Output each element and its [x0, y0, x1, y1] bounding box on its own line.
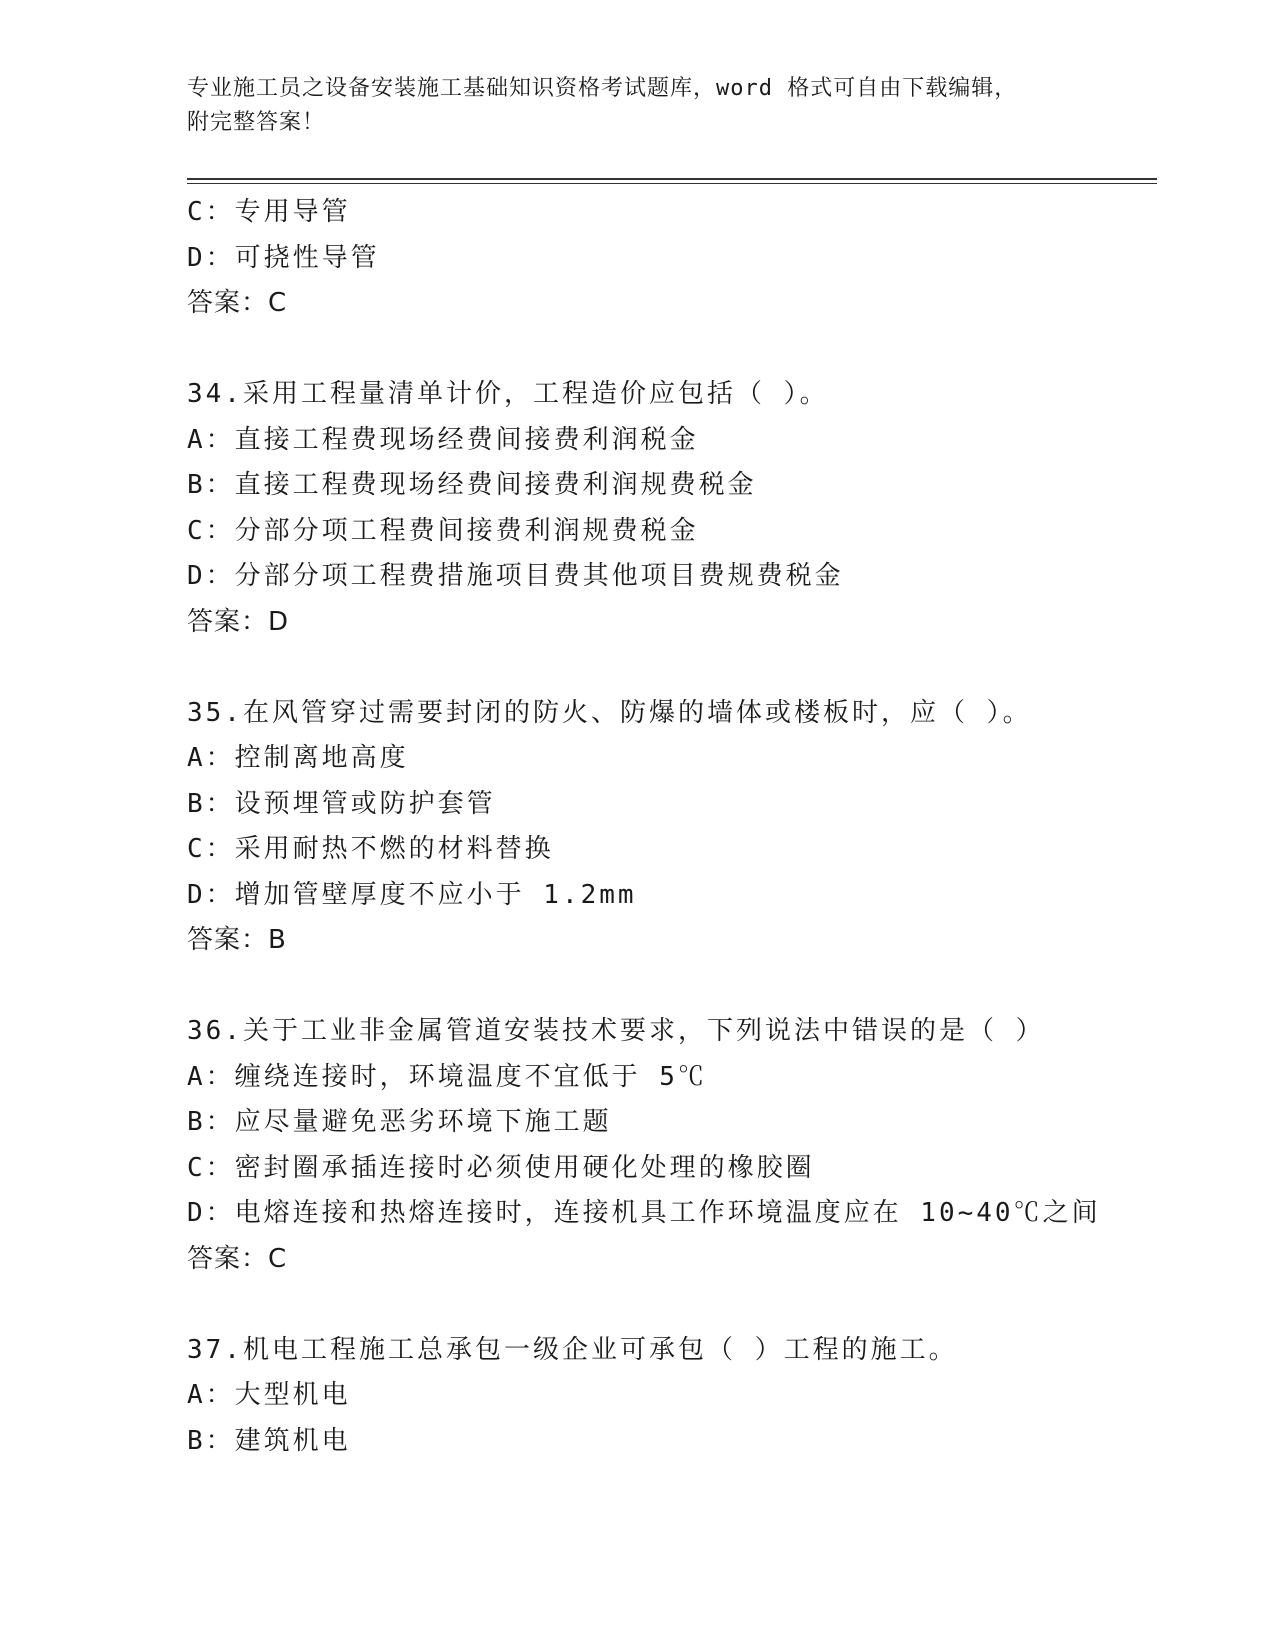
q35-answer: 答案：B: [187, 925, 287, 955]
q34-option-b: B：直接工程费现场经费间接费利润规费税金: [187, 470, 757, 500]
q36-option-d: D：电熔连接和热熔连接时，连接机具工作环境温度应在 10~40℃之间: [187, 1198, 1101, 1228]
q36-option-c: C：密封圈承插连接时必须使用硬化处理的橡胶圈: [187, 1152, 815, 1183]
q37-question: 37.机电工程施工总承包一级企业可承包（ ）工程的施工。: [187, 1334, 958, 1365]
q34-option-d: D：分部分项工程费措施项目费其他项目费规费税金: [187, 561, 844, 591]
q34-question: 34.采用工程量清单计价，工程造价应包括（ ）。: [187, 379, 829, 409]
q33-option-c: C：专用导管: [187, 197, 351, 227]
q35-question: 35.在风管穿过需要封闭的防火、防爆的墙体或楼板时，应（ ）。: [187, 697, 1032, 728]
question-list: [187, 190, 1187, 1464]
q34-option-c: C：分部分项工程费间接费利润规费税金: [187, 515, 699, 546]
q35-option-c: C：采用耐热不燃的材料替换: [187, 834, 554, 864]
q33-answer: 答案：C: [187, 288, 288, 318]
q34-option-a: A：直接工程费现场经费间接费利润税金: [187, 424, 699, 455]
q37-option-a: A：大型机电: [187, 1380, 351, 1410]
q36-answer: 答案：C: [187, 1243, 288, 1274]
q36-option-b: B：应尽量避免恶劣环境下施工题: [187, 1107, 612, 1137]
header-line-1: 专业施工员之设备安装施工基础知识资格考试题库，word 格式可自由下载编辑，: [187, 76, 1018, 101]
header-line-2: 附完整答案！: [187, 110, 326, 135]
q33-option-d: D：可挠性导管: [187, 242, 380, 273]
q36-option-a: A：缠绕连接时，环境温度不宜低于 5℃: [187, 1061, 707, 1092]
q34-answer: 答案：D: [187, 606, 290, 637]
header-divider: [187, 178, 1157, 184]
q36-question: 36.关于工业非金属管道安装技术要求，下列说法中错误的是（ ）: [187, 1016, 1045, 1046]
q37-option-b: B：建筑机电: [187, 1425, 351, 1456]
q35-option-d: D：增加管壁厚度不应小于 1.2mm: [187, 879, 637, 910]
q35-option-a: A：控制离地高度: [187, 743, 409, 773]
q35-option-b: B：设预埋管或防护套管: [187, 788, 496, 819]
document-header: [187, 72, 1157, 140]
